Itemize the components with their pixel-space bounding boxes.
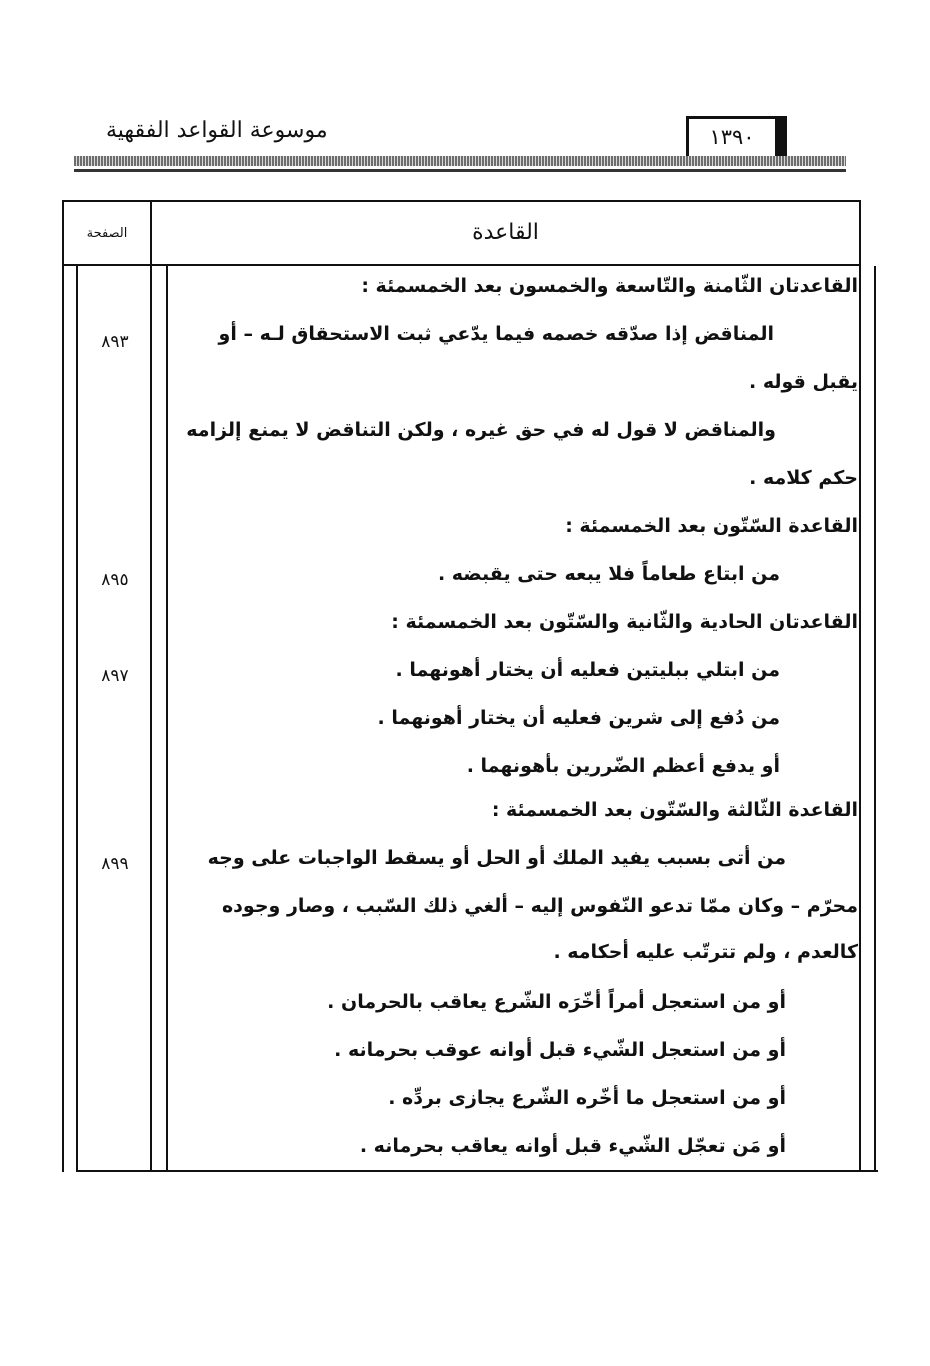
page-reference: ٨٩٣ bbox=[101, 332, 129, 352]
header-rule-thick bbox=[74, 156, 846, 166]
page-number: ١٣٩٠ bbox=[686, 116, 778, 156]
rule-text: كالعدم ، ولم تترتّب عليه أحكامه . bbox=[553, 941, 858, 963]
table-body-border-left bbox=[76, 266, 78, 1172]
rule-text: المناقض إذا صدّقه خصمه فيما يدّعي ثبت الاستحقاق لـه – أو bbox=[218, 323, 774, 345]
table-border-top bbox=[62, 200, 861, 202]
book-title: موسوعة القواعد الفقهية bbox=[106, 118, 328, 143]
rule-text: والمناقض لا قول له في حق غيره ، ولكن التناقض لا يمنع إلزامه bbox=[186, 419, 776, 441]
rule-text: من ابتاع طعاماً فلا يبعه حتى يقبضه . bbox=[437, 563, 780, 585]
table-body-column-divider bbox=[166, 266, 168, 1172]
table-body-border-right bbox=[874, 266, 876, 1172]
rule-text: من أتى بسبب يفيد الملك أو الحل أو يسقط الواجبات على وجه bbox=[207, 847, 786, 869]
table-border-left bbox=[62, 200, 64, 1172]
column-header-page: الصفحة bbox=[86, 226, 128, 241]
running-header bbox=[74, 104, 846, 174]
page-reference: ٨٩٩ bbox=[101, 854, 129, 874]
column-header-rule: القاعدة bbox=[472, 220, 539, 245]
rule-text: أو مَن تعجّل الشّيء قبل أوانه يعاقب بحرمانه . bbox=[359, 1135, 786, 1157]
rule-heading: القاعدة الثّالثة والسّتّون بعد الخمسمئة : bbox=[491, 799, 858, 821]
table-border-right bbox=[859, 200, 861, 1172]
rule-text: من دُفع إلى شرين فعليه أن يختار أهونهما . bbox=[377, 707, 780, 729]
rule-text: يقبل قوله . bbox=[749, 371, 858, 393]
table-column-divider bbox=[150, 200, 152, 1172]
rule-text: محرّم – وكان ممّا تدعو النّفوس إليه – ألغي ذلك السّبب ، وصار وجوده bbox=[221, 895, 858, 917]
rule-text: أو يدفع أعظم الضّررين بأهونهما . bbox=[466, 755, 780, 777]
rule-text: حكم كلامه . bbox=[749, 467, 858, 489]
rule-text: أو من استعجل الشّيء قبل أوانه عوقب بحرمانه . bbox=[334, 1039, 786, 1061]
page-reference: ٨٩٧ bbox=[101, 666, 129, 686]
header-rule-thin bbox=[74, 169, 846, 172]
rule-text: أو من استعجل أمراً أخّرَه الشّرع يعاقب بالحرمان . bbox=[327, 991, 786, 1013]
table-border-bottom bbox=[76, 1170, 878, 1172]
rule-heading: القاعدتان الثّامنة والتّاسعة والخمسون بعد الخمسمئة : bbox=[361, 275, 858, 297]
rule-text: أو من استعجل ما أخّره الشّرع يجازى بردِّه . bbox=[388, 1087, 786, 1109]
page-box-shadow bbox=[778, 116, 787, 156]
page-reference: ٨٩٥ bbox=[101, 570, 129, 590]
rule-heading: القاعدة السّتّون بعد الخمسمئة : bbox=[565, 515, 858, 537]
table-header-divider bbox=[62, 264, 861, 266]
rule-text: من ابتلي ببليتين فعليه أن يختار أهونهما . bbox=[395, 659, 780, 681]
rule-heading: القاعدتان الحادية والثّانية والسّتّون بعد الخمسمئة : bbox=[391, 611, 858, 633]
